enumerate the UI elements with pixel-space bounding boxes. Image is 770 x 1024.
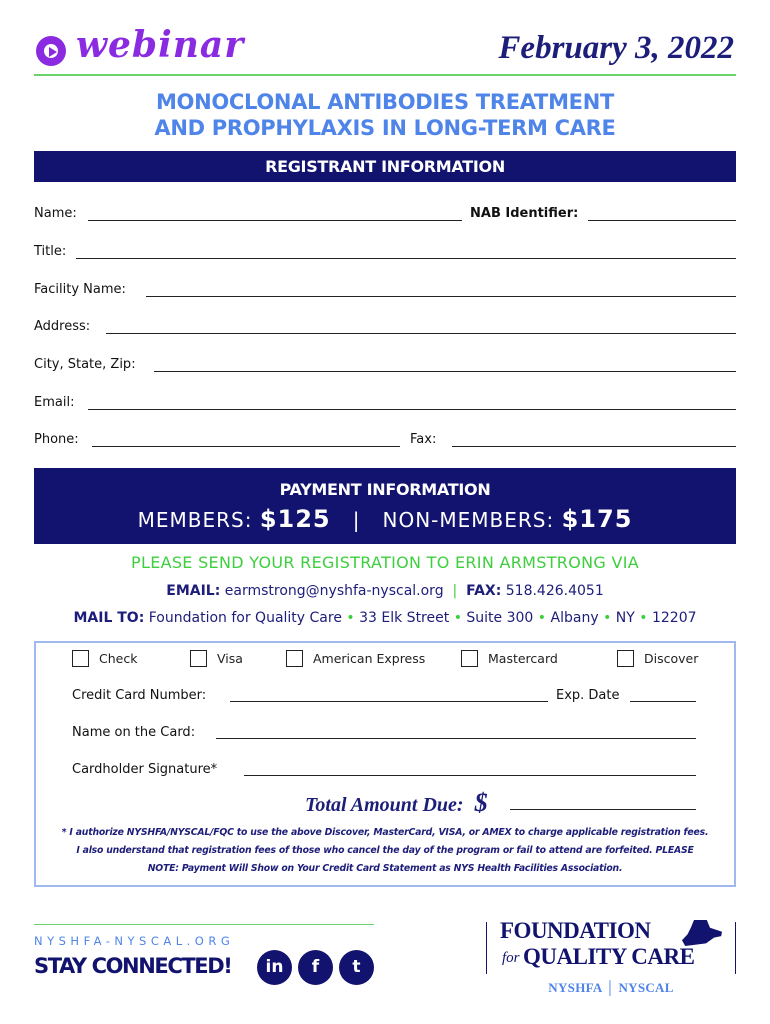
city-label: City, State, Zip: xyxy=(34,357,136,372)
fqc-logo-sub: NYSHFA │ NYSCAL xyxy=(548,980,674,995)
authorization-fine-print: * I authorize NYSHFA/NYSCAL/FQC to use the above Discover, MasterCard, VISA, or AMEX to charge applicable registration fees. I also understand that registration fees of those who cancel the day of the program or fail to attend are forfeited. PLEASE NOTE: Payment Will Show on Your Credit Card Statement as NYS Health Facilities Association. xyxy=(61,827,709,874)
bullet: • xyxy=(453,610,462,626)
checkbox-mastercard[interactable] xyxy=(461,650,558,667)
city-state-zip-field[interactable] xyxy=(154,371,736,372)
mail-suite: Suite 300 xyxy=(466,610,534,626)
nonmembers-price: $175 xyxy=(561,505,633,533)
card-number-field[interactable] xyxy=(230,701,548,702)
checkbox-square[interactable] xyxy=(461,650,478,667)
mail-line xyxy=(0,610,770,626)
payment-banner xyxy=(34,468,736,544)
name-label: Name: xyxy=(34,206,77,221)
mail-zip: 12207 xyxy=(651,610,697,626)
fax-contact-label: FAX: xyxy=(466,583,502,599)
twitter-icon[interactable]: t xyxy=(339,950,374,985)
signature-label: Cardholder Signature* xyxy=(72,762,218,777)
checkbox-label: American Express xyxy=(313,651,426,666)
facility-field[interactable] xyxy=(146,296,736,297)
email-field[interactable] xyxy=(88,409,736,410)
total-amount-field[interactable] xyxy=(510,809,696,810)
email-label: Email: xyxy=(34,395,75,410)
checkbox-label: Discover xyxy=(644,651,699,666)
exp-date-label: Exp. Date xyxy=(556,688,620,703)
checkbox-label: Visa xyxy=(217,651,243,666)
event-date: February 3, 2022 xyxy=(498,30,734,66)
title-field[interactable] xyxy=(76,258,736,259)
pricing xyxy=(34,505,736,533)
total-label: Total Amount Due: xyxy=(305,794,464,816)
card-name-label: Name on the Card: xyxy=(72,725,196,740)
footer-divider xyxy=(34,924,374,925)
bullet: • xyxy=(537,610,547,626)
email-contact-value[interactable]: earmstrong@nyshfa-nyscal.org xyxy=(224,583,444,599)
checkbox-square[interactable] xyxy=(190,650,207,667)
facebook-icon[interactable]: f xyxy=(298,950,333,985)
website-link[interactable]: NYSHFA-NYSCAL.ORG xyxy=(34,934,235,948)
fqc-logo-foundation: FOUNDATION xyxy=(500,918,651,943)
mail-street: 33 Elk Street xyxy=(359,610,450,626)
phone-label: Phone: xyxy=(34,432,79,447)
signature-field[interactable] xyxy=(244,775,696,776)
fqc-logo-quality-care: QUALITY CARE xyxy=(523,944,695,969)
page-title-line1: MONOCLONAL ANTIBODIES TREATMENT xyxy=(155,90,615,114)
bullet: • xyxy=(603,610,612,626)
checkbox-visa[interactable] xyxy=(190,650,243,667)
mail-state: NY xyxy=(615,610,635,626)
checkbox-label: Mastercard xyxy=(488,651,558,666)
registrant-heading: REGISTRANT INFORMATION xyxy=(34,151,736,182)
nonmembers-label: NON-MEMBERS: xyxy=(382,508,555,532)
webinar-header xyxy=(34,24,736,76)
name-field[interactable] xyxy=(88,220,462,221)
mail-org: Foundation for Quality Care xyxy=(148,610,342,626)
bullet: • xyxy=(346,610,355,626)
price-divider: | xyxy=(352,508,361,532)
mail-city: Albany xyxy=(550,610,599,626)
contact-line xyxy=(0,583,770,599)
card-name-field[interactable] xyxy=(216,738,696,739)
card-number-label: Credit Card Number: xyxy=(72,688,207,703)
members-price: $125 xyxy=(259,505,331,533)
send-headline: PLEASE SEND YOUR REGISTRATION TO ERIN ARMSTRONG VIA xyxy=(131,553,639,572)
facility-label: Facility Name: xyxy=(34,282,126,297)
payment-heading: PAYMENT INFORMATION xyxy=(279,480,491,499)
fax-field[interactable] xyxy=(452,446,736,447)
phone-field[interactable] xyxy=(92,446,400,447)
total-amount xyxy=(305,788,488,818)
email-contact-label: EMAIL: xyxy=(166,583,221,599)
address-label: Address: xyxy=(34,319,91,334)
fqc-logo-for: for xyxy=(502,950,520,966)
checkbox-discover[interactable] xyxy=(617,650,698,667)
checkbox-square[interactable] xyxy=(617,650,634,667)
checkbox-check[interactable] xyxy=(72,650,137,667)
page-title-line2: AND PROPHYLAXIS IN LONG-TERM CARE xyxy=(154,116,616,140)
contact-separator: | xyxy=(452,583,458,599)
fax-contact-value: 518.426.4051 xyxy=(505,583,604,599)
total-dollar-sign: $ xyxy=(474,788,488,817)
fax-label: Fax: xyxy=(410,432,437,447)
play-icon xyxy=(36,36,66,66)
linkedin-icon[interactable]: in xyxy=(257,950,292,985)
checkbox-square[interactable] xyxy=(286,650,303,667)
exp-date-field[interactable] xyxy=(630,701,696,702)
nab-label: NAB Identifier: xyxy=(470,206,579,221)
checkbox-square[interactable] xyxy=(72,650,89,667)
webinar-wordmark: webinar xyxy=(76,24,245,66)
mail-label: MAIL TO: xyxy=(73,610,145,626)
stay-connected: STAY CONNECTED! xyxy=(34,954,232,978)
nab-field[interactable] xyxy=(588,220,736,221)
title-label: Title: xyxy=(34,244,67,259)
checkbox-amex[interactable] xyxy=(286,650,425,667)
checkbox-label: Check xyxy=(99,651,138,666)
members-label: MEMBERS: xyxy=(137,508,253,532)
address-field[interactable] xyxy=(106,333,736,334)
bullet: • xyxy=(639,610,648,626)
